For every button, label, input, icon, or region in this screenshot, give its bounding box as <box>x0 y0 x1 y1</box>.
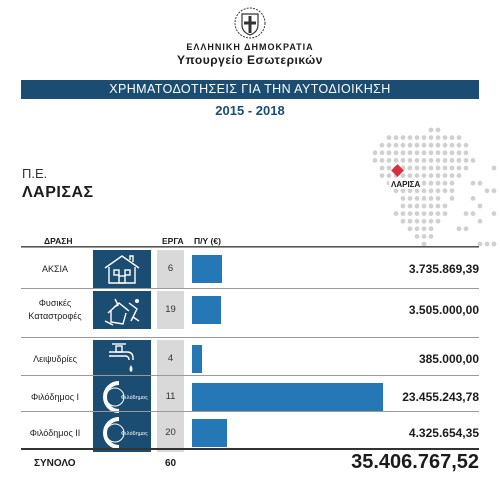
budget-bar <box>192 383 383 411</box>
row-divider <box>21 247 479 248</box>
total-projects: 60 <box>164 458 177 469</box>
budget-bar <box>192 296 221 324</box>
svg-text:Φιλόδημος: Φιλόδημος <box>121 431 149 437</box>
project-count: 20 <box>157 414 184 452</box>
budget-amount: 385.000,00 <box>418 352 479 366</box>
column-header-budget: Π/Υ (€) <box>194 236 221 246</box>
filodimos-logo-icon <box>93 414 151 452</box>
greece-dot-map <box>355 124 500 252</box>
row-divider <box>21 375 479 376</box>
row-label <box>22 391 88 404</box>
svg-text:Φιλόδημος: Φιλόδημος <box>121 395 149 401</box>
water-tap-icon <box>93 340 151 378</box>
row-label-line: Φιλόδημος Ι <box>30 391 80 402</box>
row-label <box>22 353 88 366</box>
budget-amount: 4.325.654,35 <box>408 426 479 440</box>
republic-title: ΕΛΛΗΝΙΚΗ ΔΗΜΟΚΡΑΤΙΑ <box>186 42 314 52</box>
total-label: ΣΥΝΟΛΟ <box>34 458 76 469</box>
ministry-title: Υπουργείο Εσωτερικών <box>177 53 323 67</box>
column-header-projects: ΕΡΓΑ <box>162 236 184 246</box>
project-count: 19 <box>157 291 184 329</box>
row-label-line: Φυσικές <box>38 298 72 308</box>
row-divider <box>21 411 479 412</box>
budget-amount: 3.505.000,00 <box>408 303 479 317</box>
row-divider <box>21 288 479 289</box>
disaster-icon <box>93 291 151 329</box>
budget-amount: 3.735.869,39 <box>408 262 479 276</box>
budget-amount: 23.455.243,78 <box>402 390 479 404</box>
greek-emblem-icon <box>233 6 267 40</box>
region-name: ΛΑΡΙΣΑΣ <box>22 184 94 201</box>
budget-bar <box>192 255 222 283</box>
row-label-line: Φιλόδημος ΙΙ <box>29 427 81 438</box>
map-location-label: ΛΑΡΙΣΑ <box>391 180 421 189</box>
row-divider <box>21 337 479 338</box>
row-label <box>22 263 88 276</box>
title-banner: ΧΡΗΜΑΤΟΔΟΤΗΣΕΙΣ ΓΙΑ ΤΗΝ ΑΥΤΟΔΙΟΙΚΗΣΗ <box>21 80 479 99</box>
house-icon <box>93 250 151 288</box>
row-label-line: ΑΚΣΙΑ <box>41 263 69 274</box>
column-header-action: ΔΡΑΣΗ <box>44 236 73 246</box>
project-count: 6 <box>157 250 184 288</box>
budget-bar <box>192 345 202 373</box>
total-amount: 35.406.767,52 <box>351 451 479 473</box>
row-label-line: Λειψυδρίες <box>33 353 77 364</box>
row-label <box>22 297 88 323</box>
row-label <box>22 427 88 440</box>
regional-unit-prefix: Π.Ε. <box>22 166 48 181</box>
project-count: 11 <box>157 378 184 416</box>
row-label-line: Καταστροφές <box>28 311 82 321</box>
period-label: 2015 - 2018 <box>215 103 285 118</box>
budget-bar <box>192 419 227 447</box>
project-count: 4 <box>157 340 184 378</box>
total-divider <box>21 448 479 450</box>
